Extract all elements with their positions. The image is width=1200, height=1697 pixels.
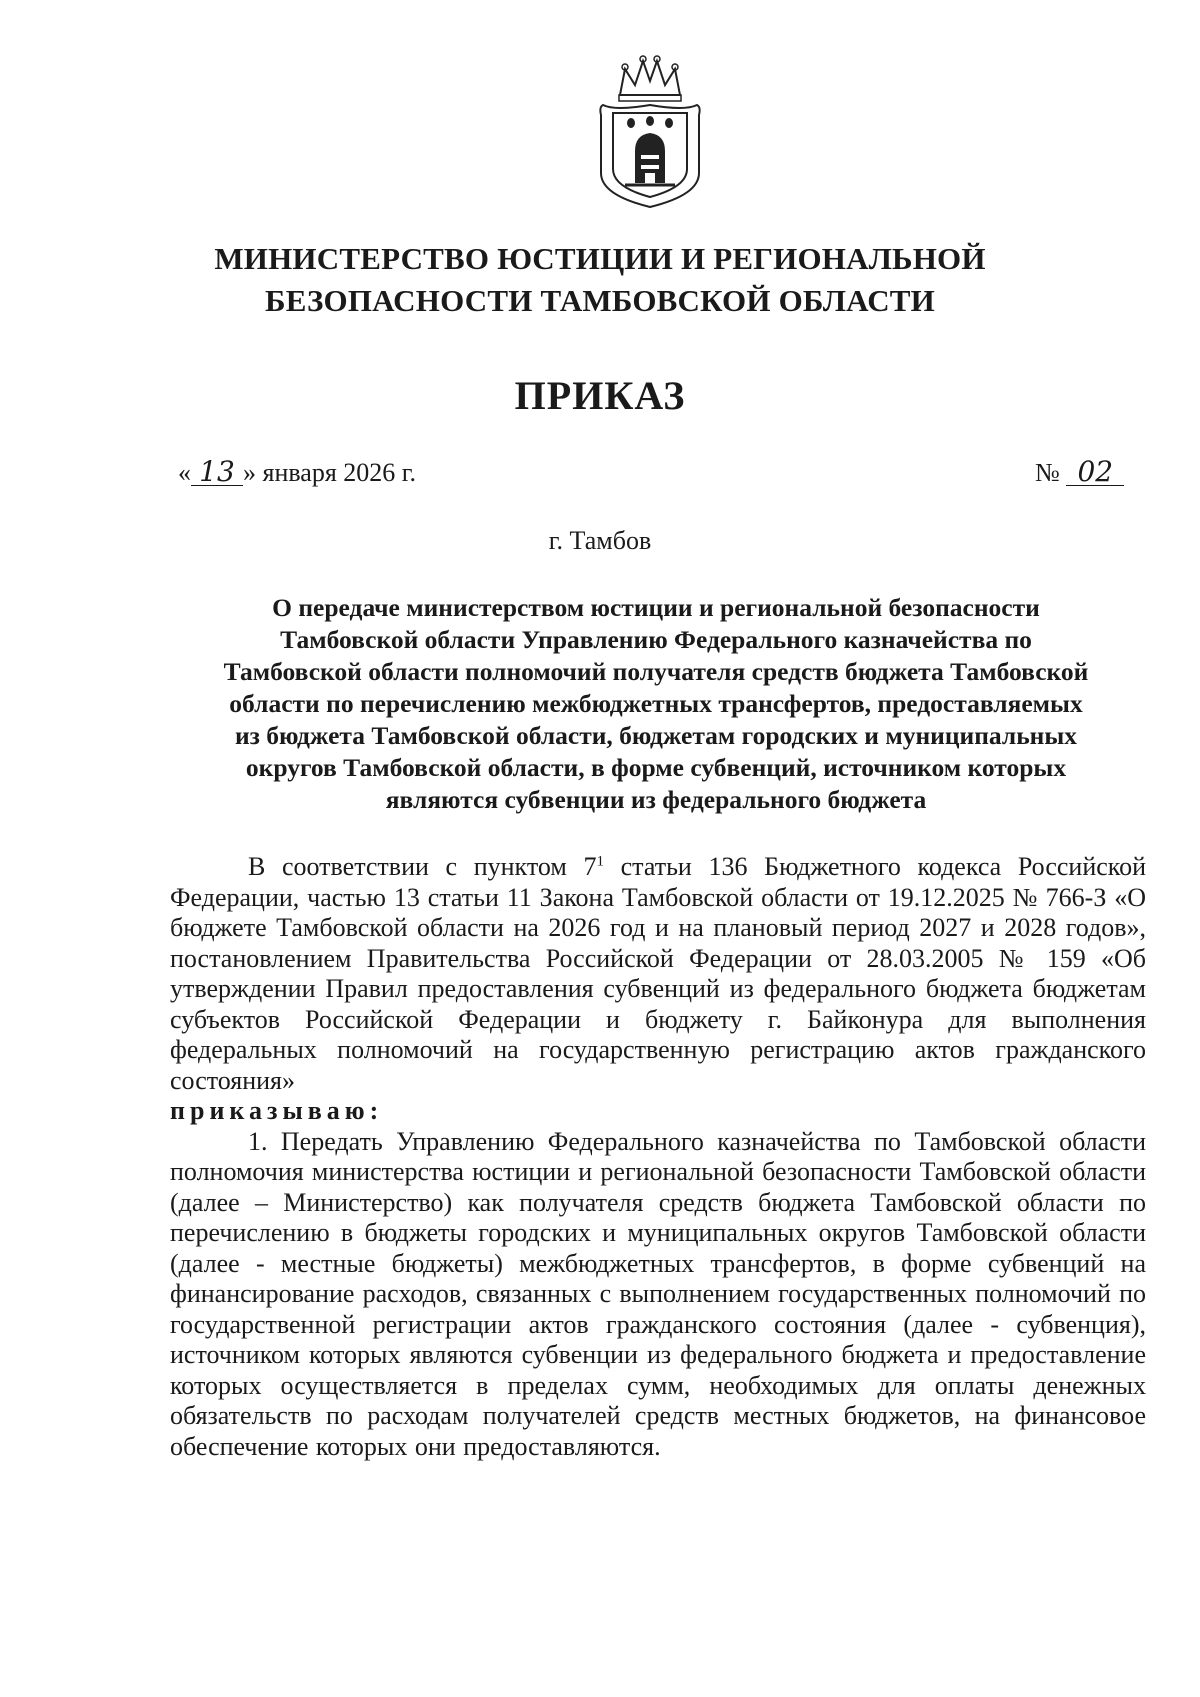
order-colon: : [369,1096,379,1125]
order-subject [172,592,1140,816]
number-value-handwritten: 02 [1066,459,1124,486]
ministry-name-line-2: БЕЗОПАСНОСТИ ТАМБОВСКОЙ ОБЛАСТИ [265,283,935,318]
subject-line: Тамбовской области Управлению Федерального казначейства по [280,625,1032,654]
order-date [178,455,417,488]
order-directive [170,1096,1146,1127]
ministry-name [0,238,1200,322]
date-month-year: » января 2026 г. [243,458,417,487]
order-body [170,852,1146,1462]
preamble-text-start: В соответствии с пунктом 7 [248,852,597,881]
item-1-paragraph: 1. Передать Управлению Федерального казначейства по Тамбовской области полномочия министерства юстиции и региональной безопасности Тамбовской области (далее – Министерство) как получателя средств бюджета Тамбовской области по перечислению в бюджеты городских и муниципальных округов Тамбовской области (далее - местные бюджеты) межбюджетных трансфертов, в форме субвенций на финансирование расходов, связанных с выполнением государственных полномочий по государственной регистрации актов гражданского состояния (далее - субвенция), источником которых являются субвенции из федерального бюджета и предоставление которых осуществляется в пределах сумм, необходимых для оплаты денежных обязательств по расходам получателей средств местных бюджетов, на финансовое обеспечение которых они предоставляются. [170,1126,1146,1461]
subject-line: области по перечислению межбюджетных трансфертов, предоставляемых [229,689,1083,718]
subject-line: являются субвенции из федерального бюджета [385,785,927,814]
subject-line: О передаче министерством юстиции и региональной безопасности [272,593,1040,622]
preamble-superscript: 1 [596,853,604,870]
subject-line: Тамбовской области полномочий получателя средств бюджета Тамбовской [223,657,1089,686]
order-number [1035,455,1124,488]
tambov-coat-of-arms-icon [595,55,705,210]
preamble-paragraph [170,852,1146,1096]
city: г. Тамбов [548,526,652,555]
number-label: № [1035,458,1060,487]
date-open-quote: « [178,458,191,487]
ministry-name-line-1: МИНИСТЕРСТВО ЮСТИЦИИ И РЕГИОНАЛЬНОЙ [214,241,986,276]
document-title: ПРИКАЗ [514,373,686,418]
subject-line: округов Тамбовской области, в форме субвенций, источником которых [245,753,1067,782]
subject-line: из бюджета Тамбовской области, бюджетам городских и муниципальных [234,721,1078,750]
order-word: приказываю [170,1096,370,1125]
date-day-handwritten: 13 [191,459,243,486]
preamble-text-rest: статьи 136 Бюджетного кодекса Российской Федерации, частью 13 статьи 11 Закона Тамбовской области от 19.12.2025 № 766-З «О бюджете Тамбовской области на 2026 год и на плановый период 2027 и 2028 годов», постановлением Правительства Российской Федерации от 28.03.2005 № 159 «Об утверждении Правил предоставления субвенций из федерального бюджета бюджетам субъектов Российской Федерации и бюджету г. Байконура для выполнения федеральных полномочий на государственную регистрацию актов гражданского состояния» [170,852,1146,1095]
